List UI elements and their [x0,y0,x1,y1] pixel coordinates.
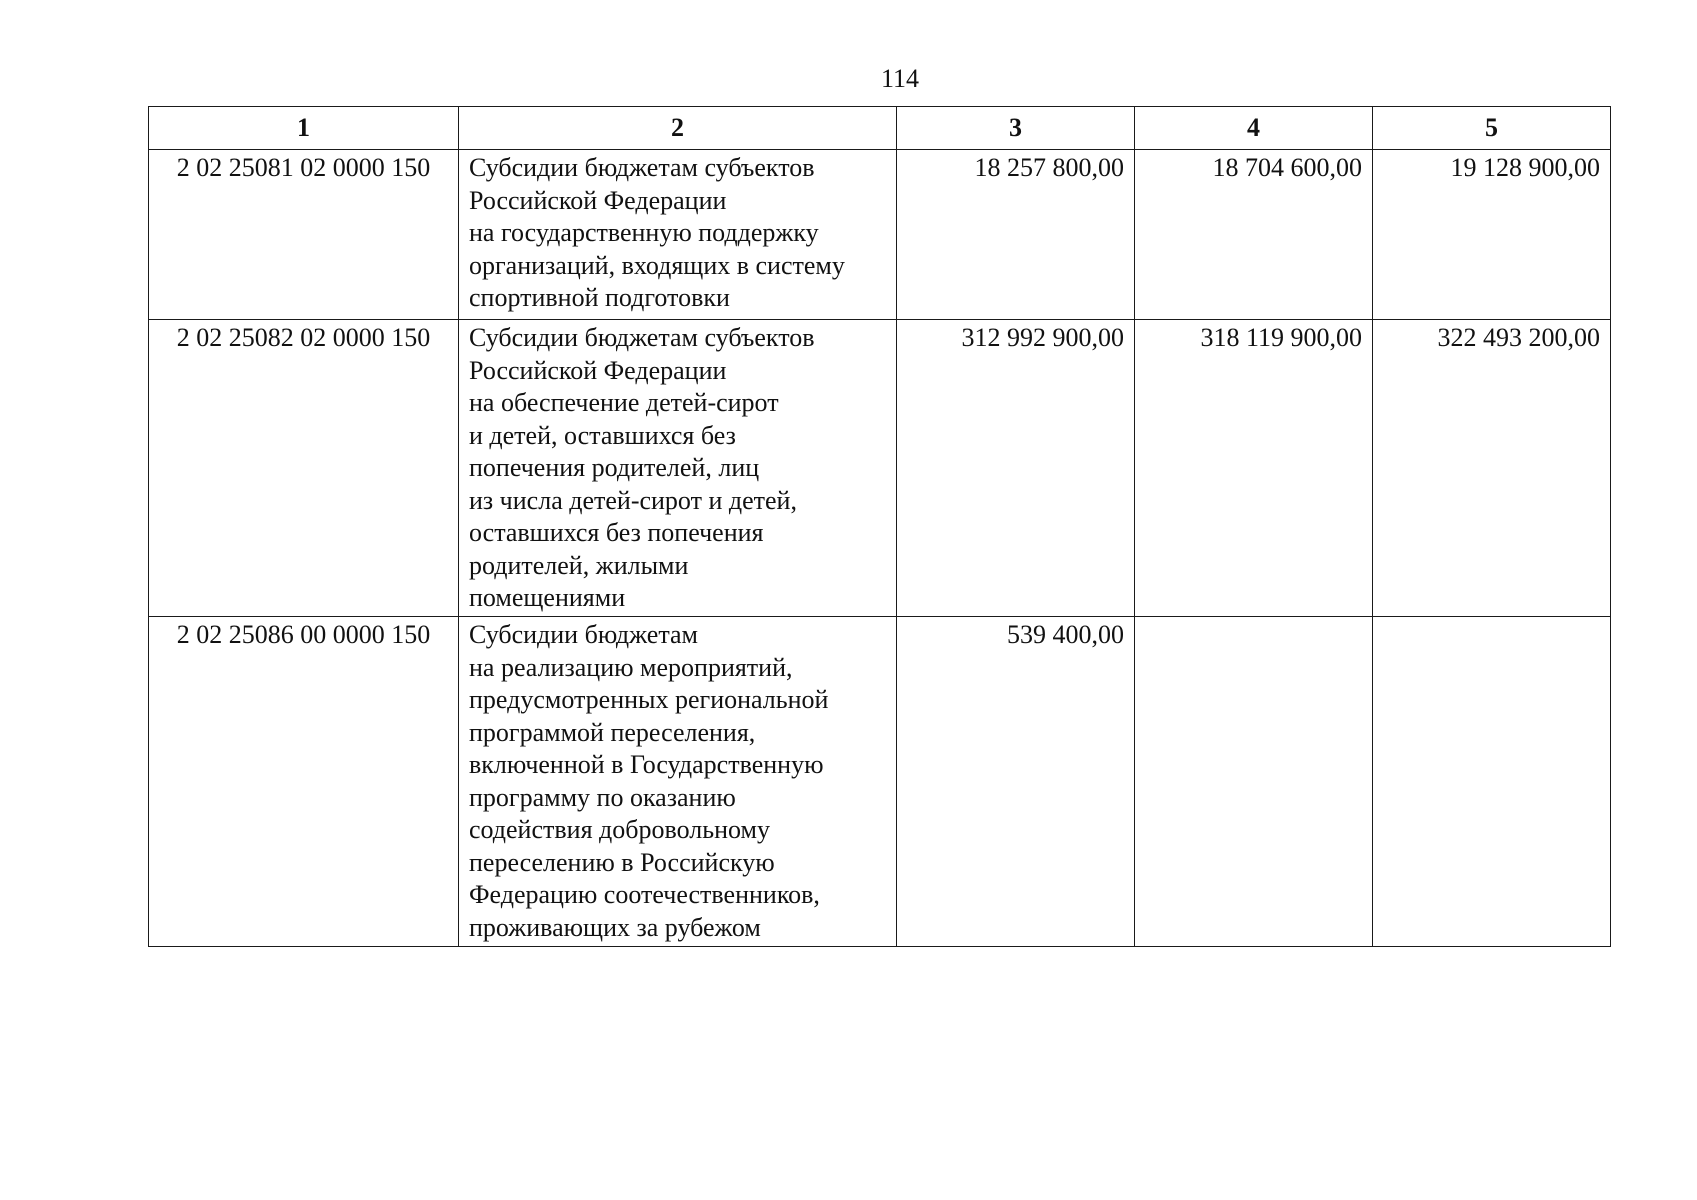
row-description [459,617,897,947]
row-description [459,320,897,617]
column-header-1: 1 [149,107,459,150]
description-line: спортивной подготовки [469,283,730,312]
value-col-4 [1135,617,1373,947]
table-row [149,150,1611,320]
description-line: предусмотренных региональной [469,685,829,714]
description-line: программой переселения, [469,717,756,747]
description-line: на государственную поддержку [469,218,819,247]
value-col-5: 322 493 200,00 [1373,320,1611,617]
description-line: попечения родителей, лиц [469,453,760,482]
value-col-3: 312 992 900,00 [897,320,1135,617]
budget-table [148,106,1611,947]
value-col-4: 318 119 900,00 [1135,320,1373,617]
description-line: на обеспечение детей-сирот [469,388,779,417]
value-col-3: 18 257 800,00 [897,150,1135,320]
column-header-4: 4 [1135,107,1373,150]
row-description [459,150,897,320]
row-code: 2 02 25081 02 0000 150 [149,150,459,320]
row-code: 2 02 25086 00 0000 150 [149,617,459,947]
value-col-5 [1373,617,1611,947]
description-line: организаций, входящих в систему [469,250,845,280]
description-line: на реализацию мероприятий, [469,652,793,682]
description-line: родителей, жилыми [469,550,689,580]
description-line: и детей, оставшихся без [469,420,736,450]
description-line: Федерацию соотечественников, [469,880,820,909]
row-code: 2 02 25082 02 0000 150 [149,320,459,617]
description-line: Субсидии бюджетам субъектов [469,153,815,182]
value-col-4: 18 704 600,00 [1135,150,1373,320]
description-line: Российской Федерации [469,185,727,215]
description-line: Субсидии бюджетам субъектов [469,323,815,352]
description-line: проживающих за рубежом [469,912,761,942]
description-line: программу по оказанию [469,782,736,812]
column-header-2: 2 [459,107,897,150]
description-line: Субсидии бюджетам [469,620,698,649]
table-header-row [149,107,1611,150]
table-row [149,617,1611,947]
description-line: включенной в Государственную [469,750,824,779]
value-col-3: 539 400,00 [897,617,1135,947]
column-header-3: 3 [897,107,1135,150]
description-line: переселению в Российскую [469,847,775,877]
value-col-5: 19 128 900,00 [1373,150,1611,320]
description-line: оставшихся без попечения [469,518,764,547]
page-number: 114 [880,64,920,93]
description-line: из числа детей-сирот и детей, [469,485,797,515]
table-row [149,320,1611,617]
description-line: Российской Федерации [469,355,727,385]
description-line: помещениями [469,583,626,612]
description-line: содействия добровольному [469,815,770,844]
column-header-5: 5 [1373,107,1611,150]
